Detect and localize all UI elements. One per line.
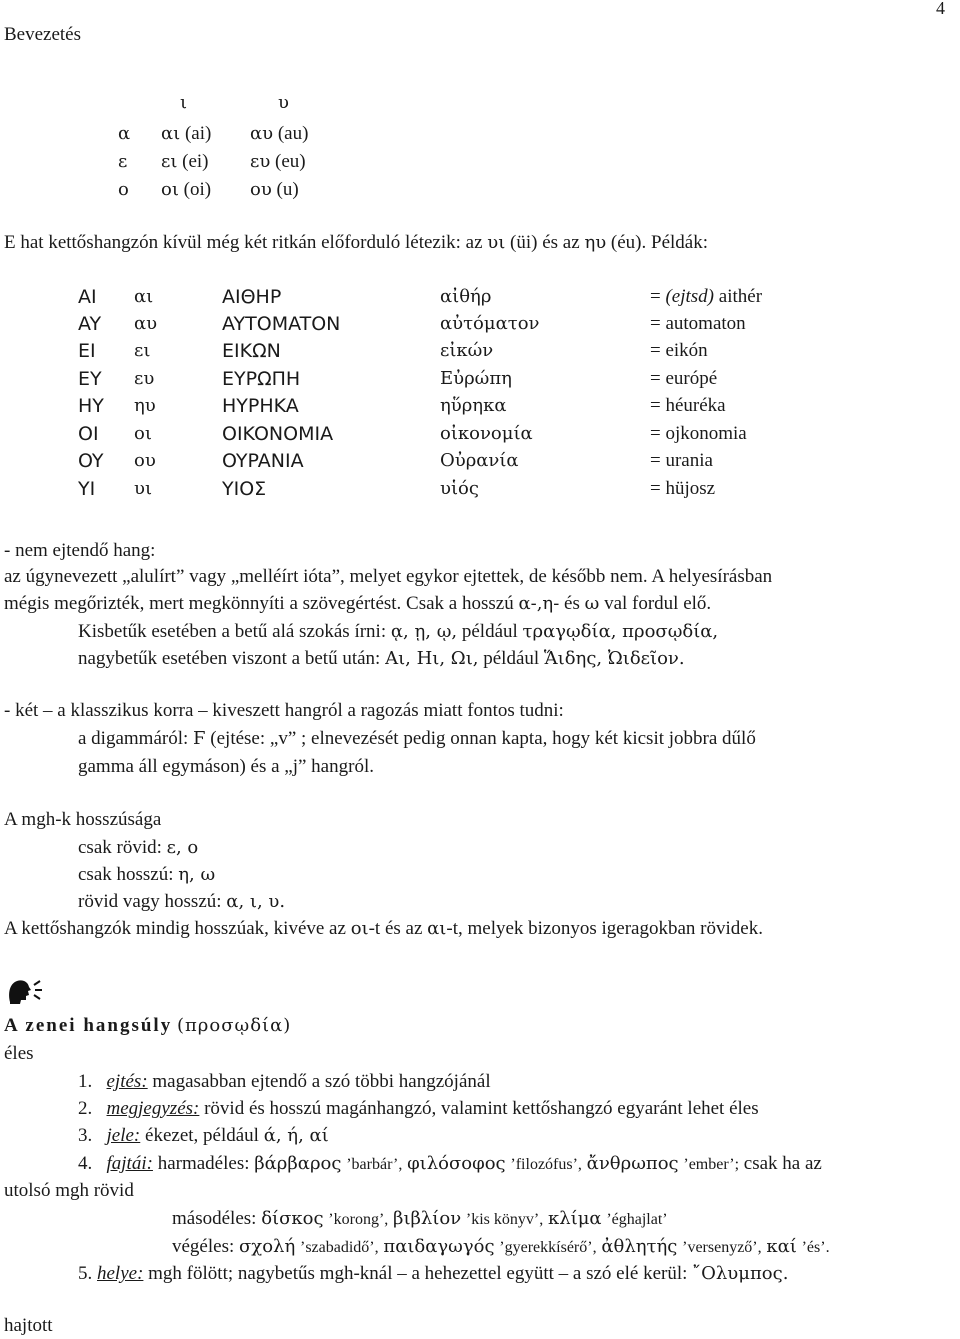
footer-label: hajtott xyxy=(4,1315,53,1336)
list-subitem: végéles: σχολή ’szabadidő’, παιδαγωγός ’gyerekkísérő’, ἀθλητής ’versenyző’, καί ’és’. xyxy=(172,1236,830,1257)
diphthong-eu: ευ (eu) xyxy=(250,151,306,172)
vowel-omicron: ο xyxy=(118,179,129,200)
diphthong-ei: ει (ei) xyxy=(161,151,209,172)
upsilon-column-head: υ xyxy=(278,92,289,113)
list-subitem: másodéles: δίσκος ’korong’, βιβλίον ’kis könyv’, κλίμα ’éghajlat’ xyxy=(172,1208,668,1229)
page-number: 4 xyxy=(936,0,945,18)
section-heading: A mgh-k hosszúsága xyxy=(4,809,162,830)
list-item: 5. helye: mgh fölött; nagybetűs mgh-knál – a hehezettel együtt – a szó elé kerül: ῎Ολυμπος. xyxy=(78,1263,789,1284)
diphthong-au: αυ (au) xyxy=(250,123,309,144)
section-title: Bevezetés xyxy=(4,24,82,45)
list-item: 1. ejtés: magasabban ejtendő a szó többi hangzójánál xyxy=(78,1071,491,1092)
speaking-head-icon xyxy=(6,976,44,1012)
vowel-alpha: α xyxy=(118,123,131,144)
vowel-epsilon: ε xyxy=(118,151,128,172)
diphthong-ou: ου (u) xyxy=(250,179,299,200)
accent-heading: A zenei hangsúly (προσῳδία) xyxy=(4,1015,292,1036)
list-item: 3. jele: ékezet, például ά, ή, αί xyxy=(78,1125,329,1146)
diphthong-oi: οι (oi) xyxy=(161,179,212,200)
iota-column-head: ι xyxy=(180,92,188,113)
list-item: 2. megjegyzés: rövid és hosszú magánhangzó, valamint kettőshangzó egyaránt lehet éles xyxy=(78,1098,759,1119)
diphthong-ai: αι (ai) xyxy=(161,123,212,144)
rare-diphthongs-text: E hat kettőshangzón kívül még két ritkán előforduló létezik: az υι (üi) és az ηυ (éu). Példák: xyxy=(4,232,708,253)
list-item: 4. fajtái: harmadéles: βάρβαρος ’barbár’, φιλόσοφος ’filozófus’, ἄνθρωπος ’ember’; csak ha az xyxy=(78,1153,822,1174)
